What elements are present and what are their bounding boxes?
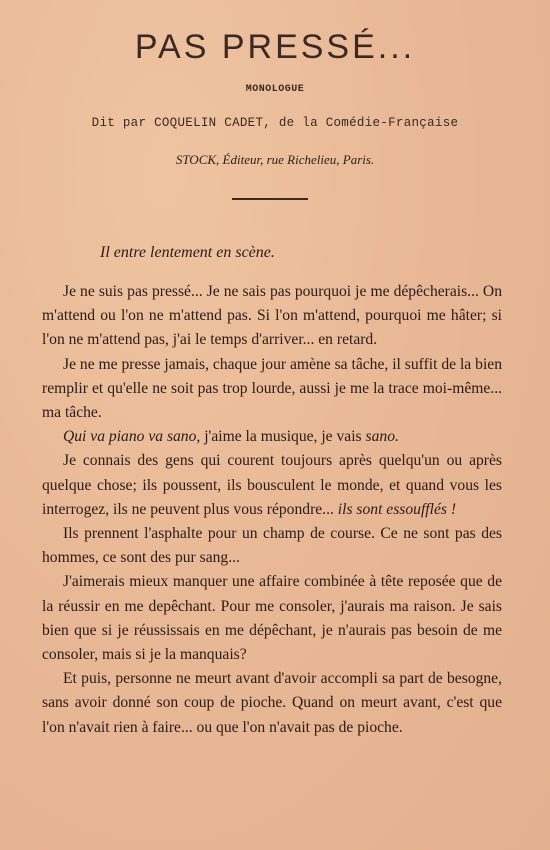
paragraph-3-text: j'aime la musique, je vais [200,428,366,446]
paragraph-3-italic-end: sano. [365,428,399,446]
monologue-text [42,280,502,740]
publisher-line: STOCK, Éditeur, rue Richelieu, Paris. [175,152,375,167]
page-title: PAS PRESSÉ... [134,28,416,66]
divider-rule [232,198,308,200]
performer-credit: Dit par COQUELIN CADET, de la Comédie-Française [91,116,459,130]
paragraph-6: J'aimerais mieux manquer une affaire combinée à tête reposée que de la réussir en me depêchant. Pour me consoler, j'aurais ma raison. Je sais bien que si je réussissais en me dépêchant, je n'aurais pas besoin de me consoler, mais si je la manquais? [42,573,502,664]
subtitle: MONOLOGUE [245,84,305,95]
stage-direction: Il entre lentement en scène. [100,244,275,261]
paragraph-4 [42,449,502,522]
paragraph-1: Je ne suis pas pressé... Je ne sais pas pourquoi je me dépêcherais... On m'attend ou l'on ne m'attend pas. Si l'on m'attend, pourquoi me hâter; si l'on ne m'attend pas, j'ai le temps d'arriver... en retard. [42,283,502,349]
paragraph-5: Ils prennent l'asphalte pour un champ de course. Ce ne sont pas des hommes, ce sont des pur sang... [42,525,502,567]
paragraph-4-text: Je connais des gens qui courent toujours après quelqu'un ou après quelque chose; ils poussent, ils bousculent le monde, et quand vous les interrogez, ils ne peuvent plus vous répondre... [42,452,502,518]
paragraph-4-italic: ils sont essoufflés ! [337,500,457,518]
paragraph-3 [42,425,502,449]
paragraph-7: Et puis, personne ne meurt avant d'avoir accompli sa part de besogne, sans avoir donné son coup de pioche. Quand on meurt avant, c'est que l'on n'avait rien à faire... ou que l'on n'avait pas de pioche. [42,670,502,736]
paragraph-3-italic: Qui va piano va sano, [63,428,201,446]
paragraph-2: Je ne me presse jamais, chaque jour amène sa tâche, il suffit de la bien remplir et qu'elle ne soit pas trop lourde, aussi je me la trace moi-même... ma tâche. [42,355,502,422]
